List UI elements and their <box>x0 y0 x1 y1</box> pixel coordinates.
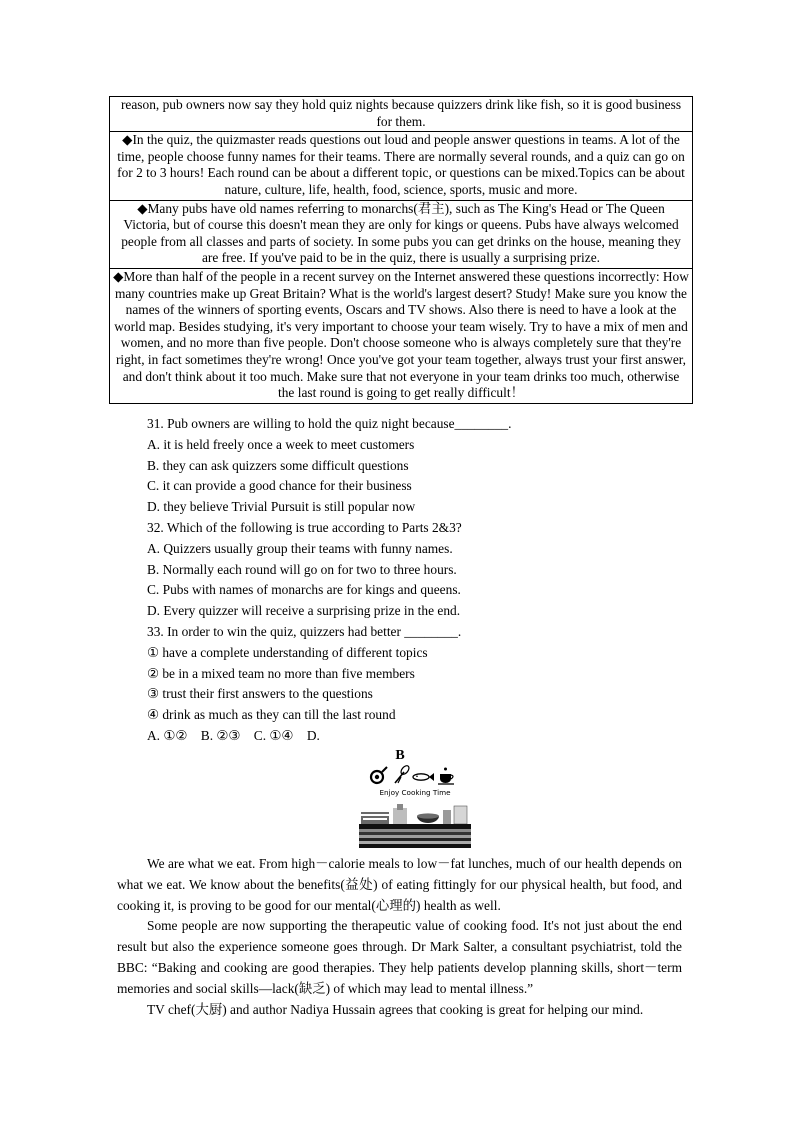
questions-block <box>147 414 707 747</box>
whisk-icon <box>395 764 411 783</box>
question-31-stem: 31. Pub owners are willing to hold the quiz night because________. <box>147 416 512 431</box>
passage-row <box>110 268 693 403</box>
question-32-stem: 32. Which of the following is true according to Parts 2&3? <box>147 519 462 535</box>
passage-row-text: reason, pub owners now say they hold quiz nights because quizzers drink like fish, so it is good business for them. <box>110 97 693 132</box>
passage-table <box>109 96 693 404</box>
question-32-option-d: D. Every quizzer will receive a surprising prize in the end. <box>147 603 461 619</box>
question-33-item-3: ③ trust their first answers to the questions <box>147 686 373 702</box>
passage-row <box>110 97 693 132</box>
question-33-item-4: ④ drink as much as they can till the last round <box>147 707 396 723</box>
passage-row <box>110 132 693 200</box>
question-32-option-a: A. Quizzers usually group their teams with funny names. <box>147 540 453 556</box>
question-33-item-1: ① have a complete understanding of different topics <box>147 644 428 660</box>
question-31-option-d: D. they believe Trivial Pursuit is still popular now <box>147 499 416 515</box>
question-31-option-a: A. it is held freely once a week to meet customers <box>147 436 415 452</box>
teacup-icon <box>438 768 454 785</box>
paragraph: We are what we eat. From high－calorie meals to low－fat lunches, much of our health depends on what we eat. We know about the benefits(益处) of eating fittingly for our physical health, but food, and cooking it, is proving to be good for our mental(心理的) health as well. <box>117 856 682 913</box>
passage-b-body <box>117 854 682 1020</box>
passage-row <box>110 200 693 268</box>
paragraph: Some people are now supporting the therapeutic value of cooking food. It's not just about the end result but also the experience someone goes through. Dr Mark Salter, a consultant psychiatrist, told the BBC: “Baking and cooking are good therapies. They help patients develop planning skills, short－term memories and social skills—lack(缺乏) of which may lead to mental illness.” <box>117 918 682 996</box>
question-31-option-b: B. they can ask quizzers some difficult questions <box>147 457 409 473</box>
paragraph: TV chef(大厨) and author Nadiya Hussain agrees that cooking is great for helping our mind. <box>147 1001 644 1017</box>
frying-pan-icon <box>371 767 387 783</box>
passage-row-text: ◆More than half of the people in a recent survey on the Internet answered these questions incorrectly: How many countries make up Great Britain? What is the world's largest desert? Study! Make sure you know the names of the winners of sporting events, Oscars and TV shows. Also there is need to have a look at the world map. Besides studying, it's very important to choose your team wisely. Try to have a mix of men and women, and no more than five people. Don't choose someone who is always completely sure that they're right, in fact sometimes they're wrong! Once you've got your team together, always trust your first answer, and don't think about it too much. Make sure that not everyone in your team drinks too much, otherwise the last round is going to get really difficult！ <box>110 268 693 403</box>
image-caption: Enjoy Cooking Time <box>379 788 451 797</box>
passage-row-text: ◆Many pubs have old names referring to monarchs(君主), such as The King's Head or The Queen Victoria, but of course this doesn't mean they are only for kings or queens. Pubs have always welcomed people from all classes and parts of society. In some pubs you can get drinks on the house, meaning they are free. If you've paid to be in the quiz, there is usually a surprising prize. <box>110 200 693 268</box>
passage-row-text: ◆In the quiz, the quizmaster reads questions out loud and people answer questions in teams. A lot of the time, people choose funny names for their teams. There are normally several rounds, and a quiz can go on for 2 to 3 hours! Each round can be about a different topic, or questions can be mixed.Topics can be about nature, culture, life, health, food, science, sports, music and more. <box>110 132 693 200</box>
cooking-illustration <box>357 764 473 850</box>
question-33-options: A. ①② B. ②③ C. ①④ D. <box>147 727 320 743</box>
kitchen-scene <box>359 804 471 848</box>
question-32-option-c: C. Pubs with names of monarchs are for kings and queens. <box>147 582 461 598</box>
question-33-item-2: ② be in a mixed team no more than five members <box>147 665 415 681</box>
fish-icon <box>413 773 434 781</box>
question-32-option-b: B. Normally each round will go on for two to three hours. <box>147 561 457 577</box>
question-33-stem: 33. In order to win the quiz, quizzers had better ________. <box>147 623 462 639</box>
section-b-title: B <box>395 748 405 763</box>
question-31-option-c: C. it can provide a good chance for their business <box>147 478 412 494</box>
